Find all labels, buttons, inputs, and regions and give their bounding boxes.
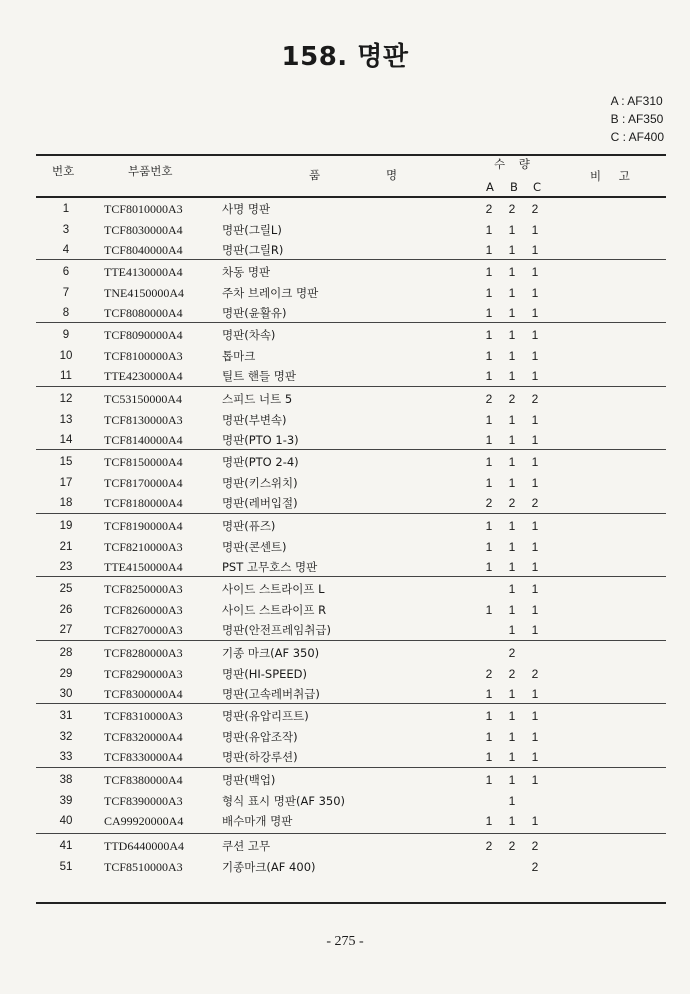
table-row (0, 473, 690, 493)
qty-a: 1 (485, 475, 493, 490)
qty-a: 1 (485, 285, 493, 300)
qty-a: 1 (485, 709, 493, 723)
model-legend (611, 92, 664, 146)
qty-b: 1 (508, 814, 516, 829)
table-row (0, 557, 690, 577)
qty-a: 1 (485, 539, 493, 554)
header-part-no: 부품번호 (128, 164, 173, 178)
row-number: 14 (59, 434, 73, 447)
qty-b: 1 (508, 582, 516, 596)
row-number: 28 (59, 647, 73, 659)
part-number: TCF8270000A3 (104, 623, 183, 638)
qty-a: 1 (485, 412, 493, 427)
table-row (0, 452, 690, 472)
part-name: 명판(차속) (222, 328, 276, 342)
row-number: 27 (59, 624, 73, 637)
group-divider (36, 703, 666, 704)
part-name: 명판(유압리프트) (222, 709, 309, 723)
qty-c: 1 (531, 773, 539, 787)
row-number: 31 (59, 710, 73, 722)
qty-a: 1 (485, 455, 493, 469)
qty-b: 1 (508, 623, 516, 638)
part-name: 사명 명판 (222, 202, 271, 216)
qty-c: 1 (531, 539, 539, 554)
header-top-rule (36, 154, 666, 156)
qty-b: 2 (508, 646, 516, 660)
table-row (0, 366, 690, 386)
group-divider (36, 386, 666, 387)
table-row (0, 410, 690, 430)
qty-b: 1 (508, 455, 516, 469)
part-name: 배수마개 명판 (222, 814, 293, 829)
part-number: TNE4150000A4 (104, 285, 184, 300)
part-name: 차동 명판 (222, 265, 271, 279)
qty-c: 1 (531, 412, 539, 427)
part-number: TTE4150000A4 (104, 560, 183, 575)
qty-c: 1 (531, 582, 539, 596)
qty-a: 1 (485, 348, 493, 363)
part-name: 틸트 핸들 명판 (222, 369, 296, 384)
part-name: 스피드 너트 5 (222, 392, 293, 406)
row-number: 1 (62, 203, 70, 215)
header-qty-c: C (533, 180, 542, 194)
qty-a: 1 (485, 265, 493, 279)
part-number: TCF8010000A3 (104, 202, 183, 216)
qty-c: 2 (531, 392, 539, 406)
qty-b: 1 (508, 348, 516, 363)
qty-a: 1 (485, 814, 493, 829)
part-number: TCF8310000A3 (104, 709, 183, 723)
header-quantity: 수 량 (494, 157, 530, 171)
qty-c: 1 (531, 222, 539, 237)
part-number: TCF8510000A3 (104, 859, 183, 874)
part-number: TTE4130000A4 (104, 265, 183, 279)
qty-c: 2 (531, 496, 539, 511)
group-divider (36, 833, 666, 834)
part-name: 명판(PTO 1-3) (222, 433, 299, 448)
row-number: 41 (59, 840, 73, 852)
qty-c: 2 (531, 859, 539, 874)
qty-b: 2 (508, 202, 516, 216)
header-name-right: 명 (386, 168, 398, 182)
table-row (0, 600, 690, 620)
qty-c: 1 (531, 265, 539, 279)
part-name: 명판(하강루션) (222, 750, 298, 765)
part-number: TCF8030000A4 (104, 222, 183, 237)
qty-a: 1 (485, 222, 493, 237)
row-number: 23 (59, 561, 73, 574)
row-number: 18 (59, 497, 73, 510)
part-name: 사이드 스트라이프 R (222, 602, 327, 617)
qty-a: 1 (485, 306, 493, 321)
qty-a: 2 (485, 392, 493, 406)
qty-c: 1 (531, 623, 539, 638)
part-name: 기종 마크(AF 350) (222, 646, 320, 660)
qty-c: 1 (531, 369, 539, 384)
qty-c: 1 (531, 455, 539, 469)
row-number: 40 (59, 815, 73, 828)
table-row (0, 430, 690, 450)
part-number: TCF8140000A4 (104, 433, 183, 448)
qty-c: 1 (531, 602, 539, 617)
qty-c: 2 (531, 202, 539, 216)
qty-b: 1 (508, 560, 516, 575)
part-number: TCF8100000A3 (104, 348, 183, 363)
part-number: TCF8280000A3 (104, 646, 183, 660)
part-number: TCF8210000A3 (104, 539, 183, 554)
qty-c: 1 (531, 433, 539, 448)
table-row (0, 389, 690, 409)
qty-b: 2 (508, 839, 516, 853)
table-row (0, 262, 690, 282)
qty-c: 2 (531, 666, 539, 681)
qty-b: 1 (508, 729, 516, 744)
part-name: 명판(고속레버취급) (222, 687, 320, 702)
part-name: 명판(부변속) (222, 412, 287, 427)
part-number: TCF8090000A4 (104, 328, 183, 342)
group-divider (36, 767, 666, 768)
row-number: 12 (59, 393, 73, 405)
table-row (0, 325, 690, 345)
qty-a: 1 (485, 369, 493, 384)
part-name: 명판(PTO 2-4) (222, 455, 299, 469)
qty-a: 1 (485, 433, 493, 448)
qty-b: 1 (508, 412, 516, 427)
part-number: TCF8190000A4 (104, 519, 183, 533)
part-name: 기종마크(AF 400) (222, 859, 316, 874)
legend-a: A : AF310 (610, 94, 663, 108)
header-no: 번호 (52, 164, 75, 178)
qty-b: 1 (508, 265, 516, 279)
table-row (0, 857, 690, 877)
part-number: CA99920000A4 (104, 814, 184, 829)
part-name: 주차 브레이크 명판 (222, 285, 319, 300)
part-name: 톱마크 (222, 348, 256, 363)
qty-c: 1 (531, 243, 539, 258)
header-qty-a: A (486, 180, 494, 194)
table-row (0, 643, 690, 663)
qty-b: 1 (508, 328, 516, 342)
group-divider (36, 640, 666, 641)
row-number: 25 (59, 583, 73, 595)
qty-b: 1 (508, 539, 516, 554)
qty-a: 1 (485, 687, 493, 702)
row-number: 17 (59, 476, 73, 489)
part-number: TCF8330000A4 (104, 750, 183, 765)
group-divider (36, 322, 666, 323)
row-number: 39 (59, 794, 73, 807)
row-number: 9 (62, 329, 70, 341)
row-number: 21 (59, 540, 73, 553)
qty-b: 1 (508, 519, 516, 533)
qty-b: 1 (508, 687, 516, 702)
qty-a: 2 (485, 666, 493, 681)
header-name-left: 품 (309, 168, 321, 182)
qty-c: 1 (531, 475, 539, 490)
row-number: 3 (62, 223, 70, 236)
table-row (0, 220, 690, 240)
qty-b: 1 (508, 709, 516, 723)
part-number: TTD6440000A4 (104, 839, 184, 853)
row-number: 30 (59, 688, 73, 701)
part-number: TCF8260000A3 (104, 602, 183, 617)
table-row (0, 537, 690, 557)
table-row (0, 811, 690, 831)
row-number: 38 (59, 774, 73, 786)
table-row (0, 791, 690, 811)
qty-b: 1 (508, 793, 516, 808)
part-name: 명판(그릴L) (222, 222, 282, 237)
part-name: 형식 표시 명판(AF 350) (222, 793, 346, 808)
row-number: 19 (59, 520, 73, 532)
row-number: 15 (59, 456, 73, 468)
table-row (0, 346, 690, 366)
qty-a: 1 (485, 602, 493, 617)
qty-b: 1 (508, 222, 516, 237)
row-number: 10 (59, 349, 73, 362)
header-qty-b: B (510, 180, 518, 194)
qty-c: 1 (531, 709, 539, 723)
qty-b: 1 (508, 475, 516, 490)
part-name: 명판(윤활유) (222, 306, 287, 321)
table-row (0, 579, 690, 599)
group-divider (36, 259, 666, 260)
qty-a: 1 (485, 729, 493, 744)
part-number: TTE4230000A4 (104, 369, 183, 384)
table-row (0, 770, 690, 790)
row-number: 29 (59, 667, 73, 680)
qty-c: 1 (531, 519, 539, 533)
page-title: 158. 명판 (281, 42, 409, 72)
qty-b: 1 (508, 285, 516, 300)
qty-a: 1 (485, 750, 493, 765)
part-name: 명판(HI-SPEED) (222, 666, 308, 681)
qty-b: 1 (508, 369, 516, 384)
part-name: 명판(백업) (222, 773, 276, 787)
qty-c: 1 (531, 285, 539, 300)
row-number: 7 (62, 286, 70, 299)
part-name: 명판(콘센트) (222, 539, 287, 554)
part-number: TCF8380000A4 (104, 773, 183, 787)
qty-a: 1 (485, 243, 493, 258)
qty-a: 1 (485, 773, 493, 787)
part-number: TCF8150000A4 (104, 455, 183, 469)
part-name: 쿠션 고무 (222, 839, 271, 853)
part-name: 명판(키스위치) (222, 475, 298, 490)
part-name: 사이드 스트라이프 L (222, 582, 325, 596)
qty-b: 2 (508, 496, 516, 511)
qty-c: 1 (531, 328, 539, 342)
row-number: 4 (62, 244, 70, 257)
part-number: TCF8130000A3 (104, 412, 183, 427)
row-number: 26 (59, 603, 73, 616)
qty-c: 1 (531, 750, 539, 765)
table-row (0, 240, 690, 260)
qty-a: 1 (485, 560, 493, 575)
qty-a: 2 (485, 496, 493, 511)
table-bottom-rule (36, 902, 666, 904)
qty-c: 1 (531, 814, 539, 829)
part-number: TCF8080000A4 (104, 306, 183, 321)
table-row (0, 199, 690, 219)
part-name: 명판(유압조작) (222, 729, 298, 744)
qty-b: 1 (508, 773, 516, 787)
qty-b: 2 (508, 392, 516, 406)
row-number: 11 (60, 370, 72, 383)
table-row (0, 283, 690, 303)
qty-a: 2 (485, 202, 493, 216)
legend-c: C : AF400 (610, 130, 664, 144)
part-number: TCF8040000A4 (104, 243, 183, 258)
row-number: 6 (62, 266, 70, 278)
row-number: 33 (59, 751, 73, 764)
table-row (0, 706, 690, 726)
part-name: 명판(퓨즈) (222, 519, 276, 533)
table-row (0, 684, 690, 704)
page-number: - 275 - (326, 934, 364, 949)
qty-c: 2 (531, 839, 539, 853)
qty-b: 1 (508, 306, 516, 321)
row-number: 32 (59, 730, 73, 743)
part-number: TC53150000A4 (104, 392, 182, 406)
qty-a: 1 (485, 519, 493, 533)
part-number: TCF8300000A4 (104, 687, 183, 702)
part-number: TCF8390000A3 (104, 793, 183, 808)
part-number: TCF8290000A3 (104, 666, 183, 681)
table-row (0, 493, 690, 513)
part-name: 명판(그릴R) (222, 243, 284, 258)
row-number: 8 (62, 307, 70, 320)
part-number: TCF8320000A4 (104, 729, 183, 744)
table-row (0, 303, 690, 323)
qty-a: 2 (485, 839, 493, 853)
header-remarks: 비 고 (590, 169, 630, 183)
group-divider (36, 513, 666, 514)
part-number: TCF8180000A4 (104, 496, 183, 511)
legend-b: B : AF350 (610, 112, 664, 126)
header-bottom-rule (36, 196, 666, 198)
qty-c: 1 (531, 729, 539, 744)
part-number: TCF8250000A3 (104, 582, 183, 596)
qty-c: 1 (531, 687, 539, 702)
group-divider (36, 449, 666, 450)
table-row (0, 747, 690, 767)
qty-c: 1 (531, 348, 539, 363)
table-row (0, 727, 690, 747)
table-row (0, 620, 690, 640)
part-name: 명판(안전프레임취급) (222, 623, 331, 638)
group-divider (36, 576, 666, 577)
qty-b: 1 (508, 602, 516, 617)
qty-b: 2 (508, 666, 516, 681)
qty-b: 1 (508, 243, 516, 258)
row-number: 13 (59, 413, 73, 426)
part-name: PST 고무호스 명판 (222, 560, 318, 575)
row-number: 51 (59, 860, 73, 873)
part-name: 명판(레버입절) (222, 496, 298, 511)
table-row (0, 664, 690, 684)
qty-b: 1 (508, 750, 516, 765)
qty-a: 1 (485, 328, 493, 342)
qty-b: 1 (508, 433, 516, 448)
part-number: TCF8170000A4 (104, 475, 183, 490)
qty-c: 1 (531, 560, 539, 575)
table-row (0, 836, 690, 856)
table-row (0, 516, 690, 536)
qty-c: 1 (531, 306, 539, 321)
